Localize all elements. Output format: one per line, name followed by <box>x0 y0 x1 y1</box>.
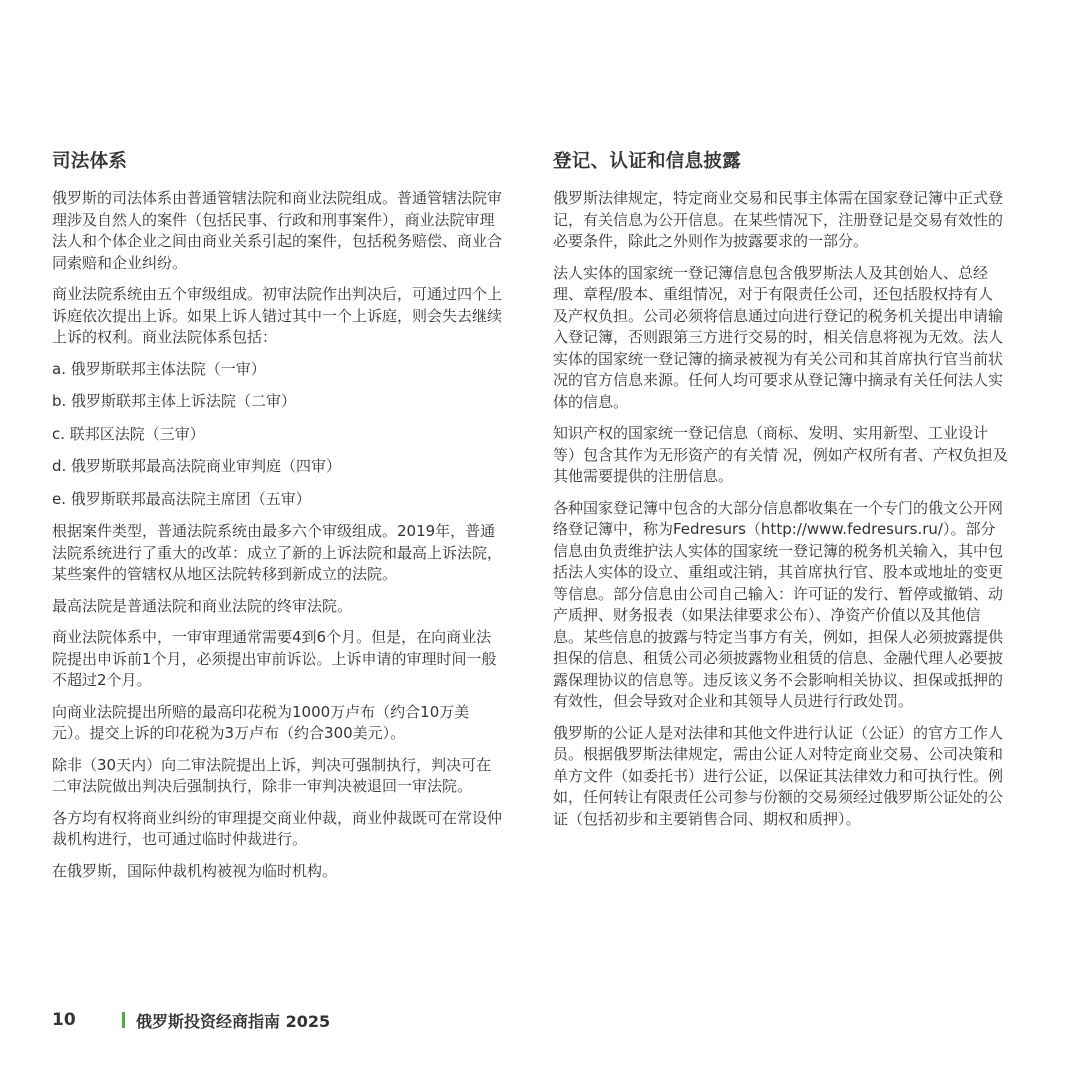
court-list-item: d. 俄罗斯联邦最高法院商业审判庭（四审） <box>52 457 342 475</box>
paragraph: 俄罗斯法律规定，特定商业交易和民事主体需在国家登记簿中正式登记，有关信息为公开信息。在某些情况下，注册登记是交易有效性的必要条件，除此之外则作为披露要求的一部分。 <box>553 189 1004 250</box>
paragraph: 商业法院体系中，一审审理通常需要4到6个月。但是，在向商业法院提出申诉前1个月，必须提出审前诉讼。上诉申请的审理时间一般不超过2个月。 <box>52 628 497 689</box>
section-heading-registration: 登记、认证和信息披露 <box>553 151 742 172</box>
section-heading-judicial-system: 司法体系 <box>52 151 128 172</box>
paragraph: 俄罗斯的公证人是对法律和其他文件进行认证（公证）的官方工作人员。根据俄罗斯法律规定，需由公证人对特定商业交易、公司决策和单方文件（如委托书）进行公证，以保证其法律效力和可执行性。例如，任何转让有限责任公司参与份额的交易须经过俄罗斯公证处的公证（包括初步和主要销售合同、期权和质押）。 <box>553 723 1004 828</box>
paragraph: 商业法院系统由五个审级组成。初审法院作出判决后，可通过四个上诉庭依次提出上诉。如果上诉人错过其中一个上诉庭，则会失去继续上诉的权利。商业法院体系包括： <box>52 285 503 346</box>
paragraph: 根据案件类型，普通法院系统由最多六个审级组成。2019年，普通法院系统进行了重大的改革：成立了新的上诉法院和最高上诉法院，某些案件的管辖权从地区法院转移到新成立的法院。 <box>52 522 503 583</box>
footer-accent-bar <box>122 1012 125 1028</box>
paragraph: 在俄罗斯，国际仲裁机构被视为临时机构。 <box>52 861 338 880</box>
paragraph: 最高法院是普通法院和商业法院的终审法院。 <box>52 596 353 615</box>
court-list-item: c. 联邦区法院（三审） <box>52 424 205 443</box>
publication-title: 俄罗斯投资经商指南 2025 <box>136 1011 331 1031</box>
court-list-item: e. 俄罗斯联邦最高法院主席团（五审） <box>52 489 311 508</box>
paragraph: 各种国家登记簿中包含的大部分信息都收集在一个专门的俄文公开网络登记簿中，称为Fedresurs（http://www.fedresurs.ru/）。部分信息由负责维护法人实体的国家统一登记簿的税务机关输入，其中包括法人实体的设立、重组或注销，其首席执行官、股本或地址的变更等信息。部分信息由公司自己输入：许可证的发行、暂停或撤销、动产质押、财务报表（如果法律要求公布）、净资产价值以及其他信息。某些信息的披露与特定当事方有关，例如，担保人必须披露提供担保的信息、租赁公司必须披露物业租赁的信息、金融代理人必要披露保理协议的信息等。违反该义务不会影响相关协议、担保或抵押的有效性，但会导致对企业和其领导人员进行行政处罚。 <box>553 498 1004 710</box>
paragraph: 除非（30天内）向二审法院提出上诉，判决可强制执行，判决可在二审法院做出判决后强制执行，除非一审判决被退回一审法院。 <box>52 755 492 795</box>
page-number: 10 <box>52 1010 76 1030</box>
left-column <box>52 150 504 892</box>
paragraph: 知识产权的国家统一登记信息（商标、发明、实用新型、工业设计等）包含其作为无形资产的有关情 况，例如产权所有者、产权负担及其他需要提供的注册信息。 <box>553 424 1008 485</box>
court-list-item: a. 俄罗斯联邦主体法院（一审） <box>52 359 266 378</box>
paragraph: 俄罗斯的司法体系由普通管辖法院和商业法院组成。普通管辖法院审理涉及自然人的案件（包括民事、行政和刑事案件），商业法院审理法人和个体企业之间由商业关系引起的案件，包括税务赔偿、商业合同索赔和企业纠纷。 <box>52 189 503 272</box>
paragraph: 向商业法院提出所赔的最高印花税为1000万卢布（约合10万美元）。提交上诉的印花税为3万卢布（约合300美元）。 <box>52 702 470 742</box>
right-column <box>553 150 1008 840</box>
court-list-item: b. 俄罗斯联邦主体上诉法院（二审） <box>52 392 297 410</box>
paragraph: 各方均有权将商业纠纷的审理提交商业仲裁，商业仲裁既可在常设仲裁机构进行，也可通过临时仲裁进行。 <box>52 808 503 848</box>
page-footer <box>52 1009 330 1031</box>
paragraph: 法人实体的国家统一登记簿信息包含俄罗斯法人及其创始人、总经理、章程/股本、重组情况，对于有限责任公司，还包括股权持有人及产权负担。公司必须将信息通过向进行登记的税务机关提出申请输入登记簿，否则跟第三方进行交易的时，相关信息将视为无效。法人实体的国家统一登记簿的摘录被视为有关公司和其首席执行官当前状况的官方信息来源。任何人均可要求从登记簿中摘录有关任何法人实体的信息。 <box>553 263 1004 411</box>
